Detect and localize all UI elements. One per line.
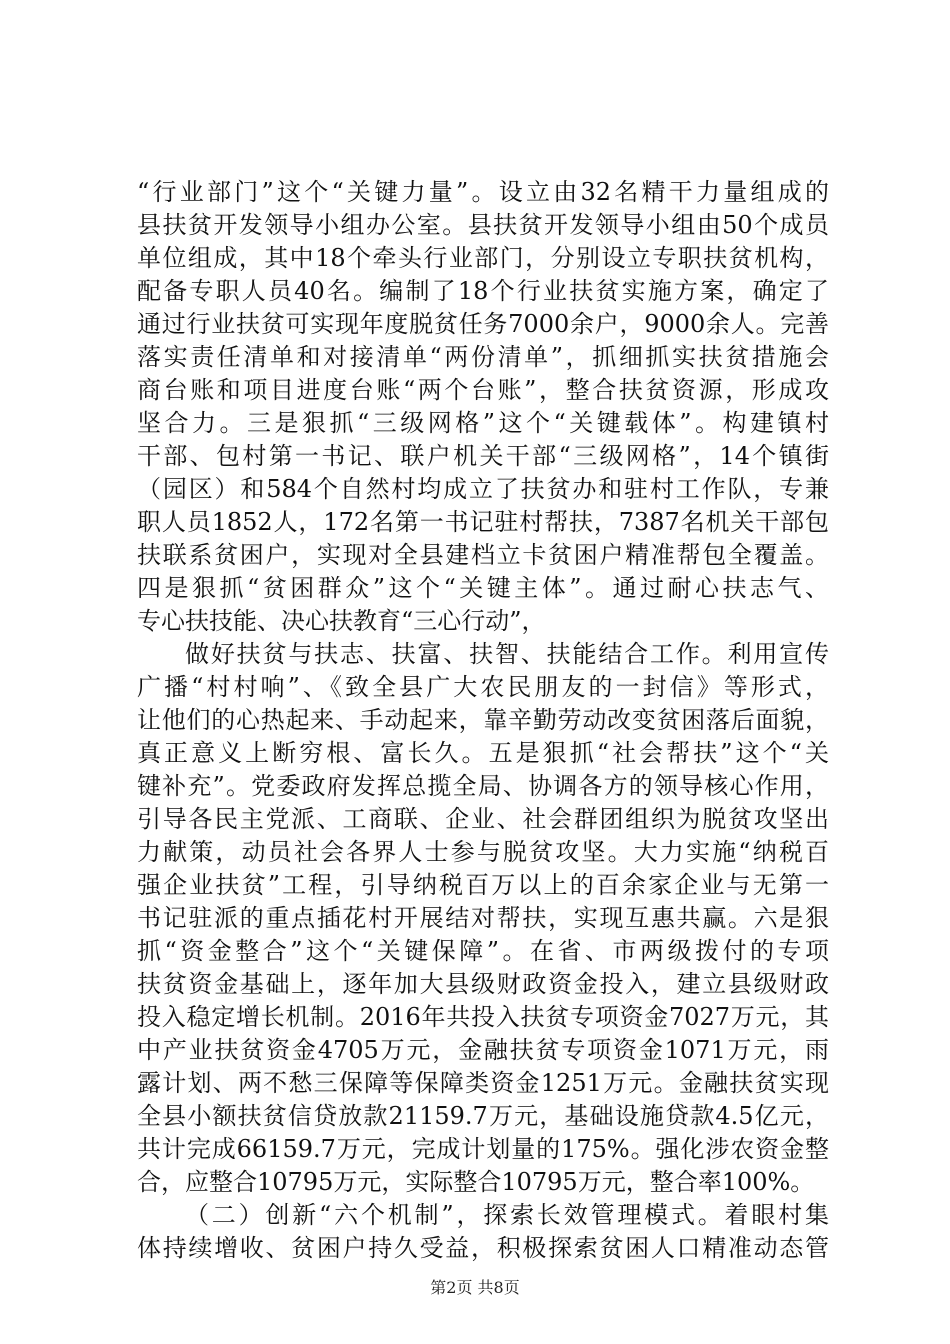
body-text-line: 让他们的心热起来、手动起来，靠辛勤劳动改变贫困落后面貌， <box>137 706 829 734</box>
body-text-line: 落实责任清单和对接清单“两份清单”，抓细抓实扶贫措施会 <box>137 343 829 371</box>
body-text-line: 扶贫资金基础上，逐年加大县级财政资金投入，建立县级财政 <box>137 970 829 998</box>
body-text-line: 县扶贫开发领导小组办公室。县扶贫开发领导小组由50个成员 <box>137 211 829 239</box>
body-text-line: 合，应整合10795万元，实际整合10795万元，整合率100%。 <box>137 1168 815 1196</box>
body-text-line: 抓“资金整合”这个“关键保障”。在省、市两级拨付的专项 <box>137 937 829 965</box>
paragraph-first-line: 做好扶贫与扶志、扶富、扶智、扶能结合工作。利用宣传 <box>185 640 829 668</box>
body-text-line: 坚合力。三是狠抓“三级网格”这个“关键载体”。构建镇村 <box>137 409 829 437</box>
page-number-footer: 第2页 共8页 <box>430 1278 520 1297</box>
body-text-line: 真正意义上断穷根、富长久。五是狠抓“社会帮扶”这个“关 <box>137 739 829 767</box>
body-text-line: 力献策，动员社会各界人士参与脱贫攻坚。大力实施“纳税百 <box>137 838 829 866</box>
body-text-line: 四是狠抓“贫困群众”这个“关键主体”。通过耐心扶志气、 <box>137 574 829 602</box>
body-text-line: 干部、包村第一书记、联户机关干部“三级网格”，14个镇街 <box>137 442 829 470</box>
body-text-line: 键补充”。党委政府发挥总揽全局、协调各方的领导核心作用， <box>137 772 829 800</box>
body-text-line: 引导各民主党派、工商联、企业、社会群团组织为脱贫攻坚出 <box>137 805 829 833</box>
body-text-line: （园区）和584个自然村均成立了扶贫办和驻村工作队，专兼 <box>137 475 829 503</box>
body-text-line: 共计完成66159.7万元，完成计划量的175%。强化涉农资金整 <box>137 1135 829 1163</box>
body-text-line: 专心扶技能、决心扶教育“三心行动”， <box>137 607 546 635</box>
paragraph-first-line: （二）创新“六个机制”，探索长效管理模式。着眼村集 <box>185 1201 829 1229</box>
body-text-line: 中产业扶贫资金4705万元，金融扶贫专项资金1071万元，雨 <box>137 1036 829 1064</box>
body-text-line: 全县小额扶贫信贷放款21159.7万元，基础设施贷款4.5亿元， <box>137 1102 829 1130</box>
body-text-line: 投入稳定增长机制。2016年共投入扶贫专项资金7027万元，其 <box>137 1003 829 1031</box>
body-text-line: 扶联系贫困户，实现对全县建档立卡贫困户精准帮包全覆盖。 <box>137 541 829 569</box>
body-text-line: “行业部门”这个“关键力量”。设立由32名精干力量组成的 <box>137 178 829 206</box>
body-text-line: 书记驻派的重点插花村开展结对帮扶，实现互惠共赢。六是狠 <box>137 904 829 932</box>
body-text-line: 强企业扶贫”工程，引导纳税百万以上的百余家企业与无第一 <box>137 871 829 899</box>
body-text-line: 商台账和项目进度台账“两个台账”，整合扶贫资源，形成攻 <box>137 376 829 404</box>
body-text-line: 体持续增收、贫困户持久受益，积极探索贫困人口精准动态管 <box>137 1234 829 1262</box>
body-text-line: 露计划、两不愁三保障等保障类资金1251万元。金融扶贫实现 <box>137 1069 829 1097</box>
body-text-line: 单位组成，其中18个牵头行业部门，分别设立专职扶贫机构， <box>137 244 829 272</box>
body-text-line: 通过行业扶贫可实现年度脱贫任务7000余户，9000余人。完善 <box>137 310 829 338</box>
body-text-line: 职人员1852人，172名第一书记驻村帮扶，7387名机关干部包 <box>137 508 829 536</box>
body-text-line: 配备专职人员40名。编制了18个行业扶贫实施方案，确定了 <box>137 277 829 305</box>
body-text-line: 广播“村村响”、《致全县广大农民朋友的一封信》等形式， <box>137 673 829 701</box>
